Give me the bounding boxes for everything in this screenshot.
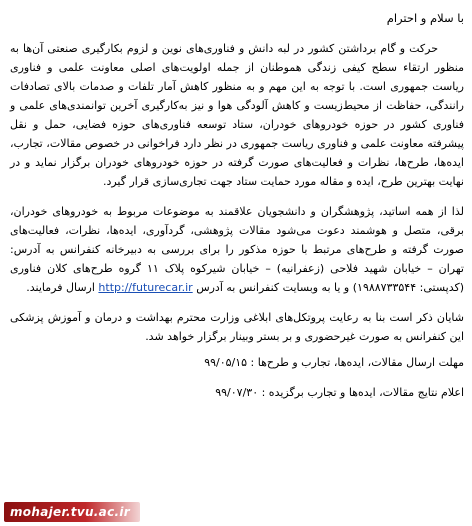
results-announcement-date: اعلام نتایج مقالات، ایده‌ها و تجارب برگزیده : ۹۹/۰۷/۳۰ <box>215 386 464 399</box>
conference-website-link[interactable]: http://futurecar.ir <box>98 281 193 294</box>
site-watermark: mohajer.tvu.ac.ir <box>4 502 140 522</box>
paragraph-invitation <box>10 202 464 297</box>
invitation-text: لذا از همه اساتید، پژوهشگران و دانشجویان علاقمند به موضوعات مربوط به خودروهای خودران، برقی، متصل و هوشمند دعوت می‌شود مقالات پژوهشی، گردآوری، ایده‌ها، نظرات، فعالیت‌های صورت گرفته و طرح‌های مرتبط با حوزه مذکور را برای بررسی به دبیرخانه کنفرانس به آدرس: تهران – خیابان شهید فلاحی (زعفرانیه) – خیابان شیرکوه پلاک ۱۱ گروه طرح‌های کلان فناوری (کدپستی: ۱۹۸۸۷۳۳۵۴۴) و یا به وبسایت کنفرانس به آدرس <box>10 205 464 294</box>
greeting: با سلام و احترام <box>386 11 464 25</box>
submission-deadline: مهلت ارسال مقالات، ایده‌ها، تجارب و طرح‌ها : ۹۹/۰۵/۱۵ <box>204 356 464 369</box>
paragraph-webinar-note: شایان ذکر است بنا به رعایت پروتکل‌های ابلاغی وزارت محترم بهداشت و درمان و آموزش پزشکی این کنفرانس به صورت غیرحضوری و بر بستر وبینار برگزار خواهد شد. <box>10 311 464 343</box>
invitation-tail: ارسال فرمایند. <box>26 281 95 294</box>
paragraph-intro: حرکت و گام برداشتن کشور در لبه دانش و فناوری‌های نوین و لزوم بکارگیری صنعتی آن‌ها به منظور ارتقاء سطح کیفی زندگی هموطنان از جمله اولویت‌های اصلی معاونت علمی و فناوری ریاست جمهوری است. با توجه به این مهم و به منظور کاهش آمار تلفات و صدمات بالای تصادفات رانندگی، حفاظت از محیط‌زیست و کاهش آلودگی هوا و نیز به‌کارگیری آخرین توانمندی‌های علمی و فناوری کشور در حوزه خودروهای خودران، ستاد توسعه فناوری‌های حوزه فضایی، حمل و نقل پیشرفته معاونت علمی و فناوری ریاست جمهوری در نظر دارد فراخوانی در خصوص مقالات، تجارب، ایده‌ها، طرح‌ها، نظرات و فعالیت‌های صورت گرفته در حوزه خودروهای خودران برگزار نماید و در نهایت بهترین طرح، ایده و مقاله مورد حمایت ستاد جهت تجاری‌سازی قرار گیرد. <box>10 42 464 188</box>
